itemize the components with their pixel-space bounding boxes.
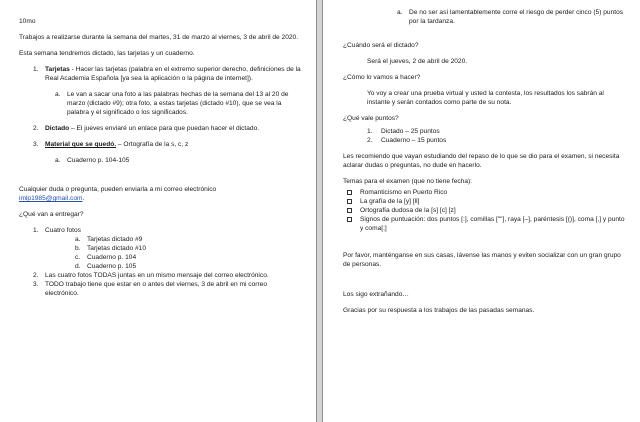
photo-letter: d. [75, 263, 81, 270]
photo-item [19, 244, 302, 253]
subitem-letter: a. [397, 9, 403, 16]
checkbox-bullet-icon [347, 190, 352, 195]
task-label: Dictado [45, 125, 70, 132]
recommend-paragraph: Les recomiendo que vayan estudiando del repaso de lo que se dio para el examen, si necesita aclarar dudas o preguntas, no dude en hacerlo. [343, 153, 620, 169]
email-link[interactable]: imlp1985@gmail.com [19, 195, 83, 202]
task-description: - Hacer las tarjetas (palabra en el extremo superior derecho, definiciones de la Real Academia Española [ya sea la aplicación o la página de internet]). [45, 66, 301, 82]
topic-item [343, 188, 628, 197]
deliver-number: 3. [33, 281, 39, 288]
task-label: Tarjetas [45, 66, 70, 73]
late-warning [343, 8, 628, 26]
how-question: ¿Cómo lo vamos a hacer? [343, 74, 421, 81]
photo-item [19, 262, 302, 271]
topics-title: Temas para el examen (que no tiene fecha): [343, 178, 473, 185]
photo-text: Tarjetas dictado #10 [87, 245, 147, 252]
task-item-dictado [19, 124, 302, 133]
subitem-text: Cuaderno p. 104-105 [67, 157, 130, 164]
thanks-text: Gracias por su respuesta a los trabajos de las pasadas semanas. [343, 307, 535, 314]
topic-text: Romanticismo en Puerto Rico [360, 189, 448, 196]
deliver-text: Las cuatro fotos TODAS juntas en un mismo mensaje del correo electrónico. [45, 272, 269, 279]
stay-home-paragraph: Por favor, manténganse en sus casas, lávense las manos y eviten socializar con un gran grupo de personas. [343, 252, 621, 268]
task-number: 1. [33, 66, 39, 73]
deliver-item [19, 271, 302, 280]
deliver-item [19, 280, 302, 298]
photo-letter: a. [75, 236, 81, 243]
deliver-number: 1. [33, 227, 39, 234]
checkbox-bullet-icon [347, 208, 352, 213]
left-page [0, 0, 316, 422]
task-subitem [19, 156, 302, 165]
points-text: Cuaderno – 15 puntos [381, 137, 447, 144]
photo-text: Tarjetas dictado #9 [87, 236, 143, 243]
topics-list [343, 188, 628, 233]
subitem-text: Le van a sacar una foto a las palabras hechas de la semana del 13 al 20 de marzo (dictado #9); otra foto, a estas tarjetas (dictado #10), que se vea la palabra y el significado o los significados. [67, 91, 289, 116]
miss-you-text: Los sigo extrañando… [343, 291, 409, 298]
right-page [323, 0, 640, 422]
task-description: – Ortografía de la s, c, z [116, 141, 189, 148]
deliver-question: ¿Qué van a entregar? [19, 211, 84, 218]
topic-item [343, 206, 628, 215]
subitem-text: De no ser así lamentablemente corre el riesgo de perder cinco (5) puntos por la tardanza. [409, 9, 624, 25]
photo-letter: b. [75, 245, 81, 252]
task-number: 3. [33, 141, 39, 148]
photo-text: Cuaderno p. 105 [87, 263, 137, 270]
task-text [45, 65, 302, 83]
task-item-tarjetas [19, 65, 302, 83]
topic-text: Ortografía dudosa de la [s] [c] [z] [360, 207, 456, 214]
deliver-text: Cuatro fotos [45, 227, 81, 234]
photo-text: Cuaderno p. 104 [87, 254, 137, 261]
email-period: . [82, 195, 85, 202]
points-number: 1. [367, 128, 373, 135]
photo-list [19, 235, 302, 271]
deliver-number: 2. [33, 272, 39, 279]
task-subitem [19, 90, 302, 117]
subitem-letter: a. [55, 157, 61, 164]
how-answer: Yo voy a crear una prueba virtual y usted la contesta, los resultados los sabrán al instante y serán contados como parte de su nota. [367, 90, 604, 106]
grade-heading: 10mo [19, 18, 36, 25]
topic-item [343, 215, 628, 233]
deliver-text: TODO trabajo tiene que estar en o antes del viernes, 3 de abril en mi correo electrónico. [45, 281, 267, 297]
task-item-material [19, 140, 302, 149]
checkbox-bullet-icon [347, 199, 352, 204]
topic-item [343, 197, 628, 206]
points-text: Dictado – 25 puntos [381, 128, 440, 135]
contact-text: Cualquier duda o pregunta, pueden enviarla a mi correo electrónico [19, 186, 217, 193]
when-question: ¿Cuándo será el dictado? [343, 42, 419, 49]
task-text [45, 124, 259, 133]
when-answer: Será el jueves, 2 de abril de 2020. [367, 58, 468, 65]
points-question: ¿Qué vale puntos? [343, 115, 399, 122]
photo-letter: c. [75, 254, 81, 261]
intro-paragraph: Trabajos a realizarse durante la semana del martes, 31 de marzo al viernes, 3 de abril de 2020. [19, 34, 299, 41]
subitem-letter: a. [55, 91, 61, 98]
week-paragraph: Esta semana tendremos dictado, las tarjetas y un cuaderno. [19, 50, 195, 57]
topic-text: La grafía de la [y] [ll] [360, 198, 420, 205]
points-item [343, 127, 628, 136]
task-description: – El jueves enviaré un enlace para que puedan hacer el dictado. [69, 125, 260, 132]
deliver-item [19, 226, 302, 235]
page-gutter [316, 0, 323, 422]
checkbox-bullet-icon [347, 217, 352, 222]
task-text [45, 140, 188, 149]
task-number: 2. [33, 125, 39, 132]
points-list [343, 127, 628, 145]
task-label: Material que se quedó. [45, 141, 117, 148]
photo-item [19, 253, 302, 262]
points-item [343, 136, 628, 145]
points-number: 2. [367, 137, 373, 144]
photo-item [19, 235, 302, 244]
topic-text: Signos de puntuación: dos puntos [:], comillas [""], raya [–], paréntesis [()], coma [,] y punto y coma[;] [360, 216, 625, 232]
contact-paragraph [19, 185, 302, 203]
